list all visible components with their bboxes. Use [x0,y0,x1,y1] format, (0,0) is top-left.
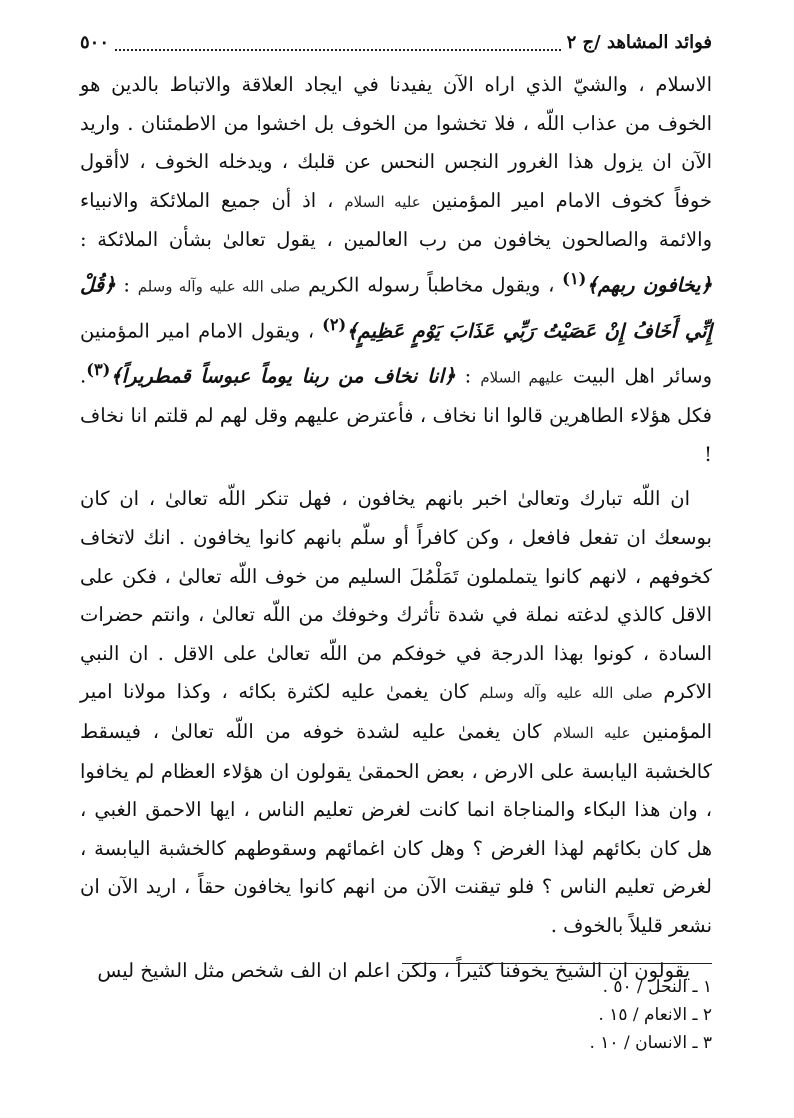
p2-text-1: ان اللّه تبارك وتعالىٰ اخبر بانهم يخافون ، فهل تنكر اللّه تعالىٰ ، ان كان بوسعك ان تفعل فافعل ، وكن كافراً أو سلّم بانهم كانوا يخافون . انك لاتخاف كخوفهم ، لانهم كانوا يتململون تَمَلْمُلَ السليم من خوف اللّه تعالىٰ ، فكن على الاقل كالذي لدغته نملة في شدة تأثرك وخوفك من اللّه تعالىٰ ، وانتم حضرات السادة ، كونوا بهذا الدرجة في خوفكم من اللّه تعالىٰ على الاقل . ان النبي الاكرم [80,487,713,704]
footnote-1: ١ ـ النحل / ٥٠ . [602,977,712,997]
p1-text-7: . فكل هؤلاء الطاهرين قالوا انا نخاف ، فأعترض عليهم وقل لهم لم قلتم انا نخاف ! [80,364,712,466]
alayhi-salam-symbol: عليه السلام [553,724,631,742]
p1-text-3: ، ويقول مخاطباً رسوله الكريم [308,273,555,297]
p2-text-2: كان يغمىٰ عليه لكثرة بكائه ، وكذا مولانا امير المؤمنين [80,680,712,743]
footnote-ref-2[interactable]: (٢) [322,315,347,335]
footnote-separator [402,963,712,964]
footnote-2: ٢ ـ الانعام / ١٥ . [598,1005,712,1025]
page-number: ٥٠٠ [80,31,110,53]
p1-text-4: : [123,273,130,297]
p1-text-5: ، ويقول الامام امير المؤمنين وسائر اهل البيت [80,319,713,388]
p1-text-6: : [464,364,472,388]
paragraph-1 [80,66,712,474]
main-text [80,66,712,990]
p1-text-2: ، اذ أن جميع الملائكة والانبياء والائمة والصالحون يخافون من رب العالمين ، يقول تعالىٰ بشأن الملائكة : [80,188,712,252]
paragraph-2 [80,480,712,945]
quran-quote-1: ﴿يخافون ربهم﴾ [586,273,713,297]
footnote-3: ٣ ـ الانسان / ١٠ . [589,1033,712,1053]
footnote-ref-1[interactable]: (١) [562,268,587,288]
quran-quote-3: ﴿انا نخاف من ربنا يوماً عبوساً قمطريراً﴾ [110,364,456,388]
header-dot-leader [115,39,561,51]
alayhimu-salam-symbol: عليهم السلام [480,368,564,387]
salawat-symbol: صلى الله عليه وآله وسلم [137,277,301,296]
p1-text-1: الاسلام ، والشيّ الذي اراه الآن يفيدنا في ايجاد العلاقة والاتباط بالدين هو الخوف من عذاب اللّه ، فلا تخشوا من الخوف بل اخشوا من الاطمئنان . واريد الآن ان يزول هذا الغرور النجس النحس عن قلبك ، ويدخله الخوف ، لاأقول خوفاً كخوف الامام امير المؤمنين [80,73,712,212]
salawat-symbol: صلى الله عليه وآله وسلم [479,684,653,703]
running-header [80,26,712,58]
quran-quote-2: ﴿قُلْ إِنِّي أَخَافُ إِنْ عَصَيْتُ رَبِّي عَذَابَ يَوْمٍ عَظِيمٍ﴾ [80,273,712,343]
footnotes [392,973,712,1057]
footnote-ref-3[interactable]: (٣) [86,360,111,380]
p2-text-3: كان يغمىٰ عليه لشدة خوفه من اللّه تعالىٰ ، فيسقط كالخشبة اليابسة على الارض ، بعض الحمقىٰ يقولون ان هؤلاء العظام لم يخافوا ، وان هذا البكاء والمناجاة انما كانت لغرض تعليم الناس ، ايها الاحمق الغبي ، هل كان بكائهم لهذا الغرض ؟ وهل كان اغمائهم وسقوطهم كالخشبة اليابسة ، لغرض تعليم الناس ؟ فلو تيقنت الآن من انهم كانوا يخافون حقاً ، اريد الآن ان نشعر قليلاً بالخوف . [80,720,712,937]
p3-text-1: يقولون ان الشيخ يخوفنا كثيراً ، ولكن اعلم ان الف شخص مثل الشيخ ليس [97,958,690,982]
header-title: فوائد المشاهد /ج ٢ [566,31,712,53]
alayhi-salam-symbol: عليه السلام [344,192,421,211]
